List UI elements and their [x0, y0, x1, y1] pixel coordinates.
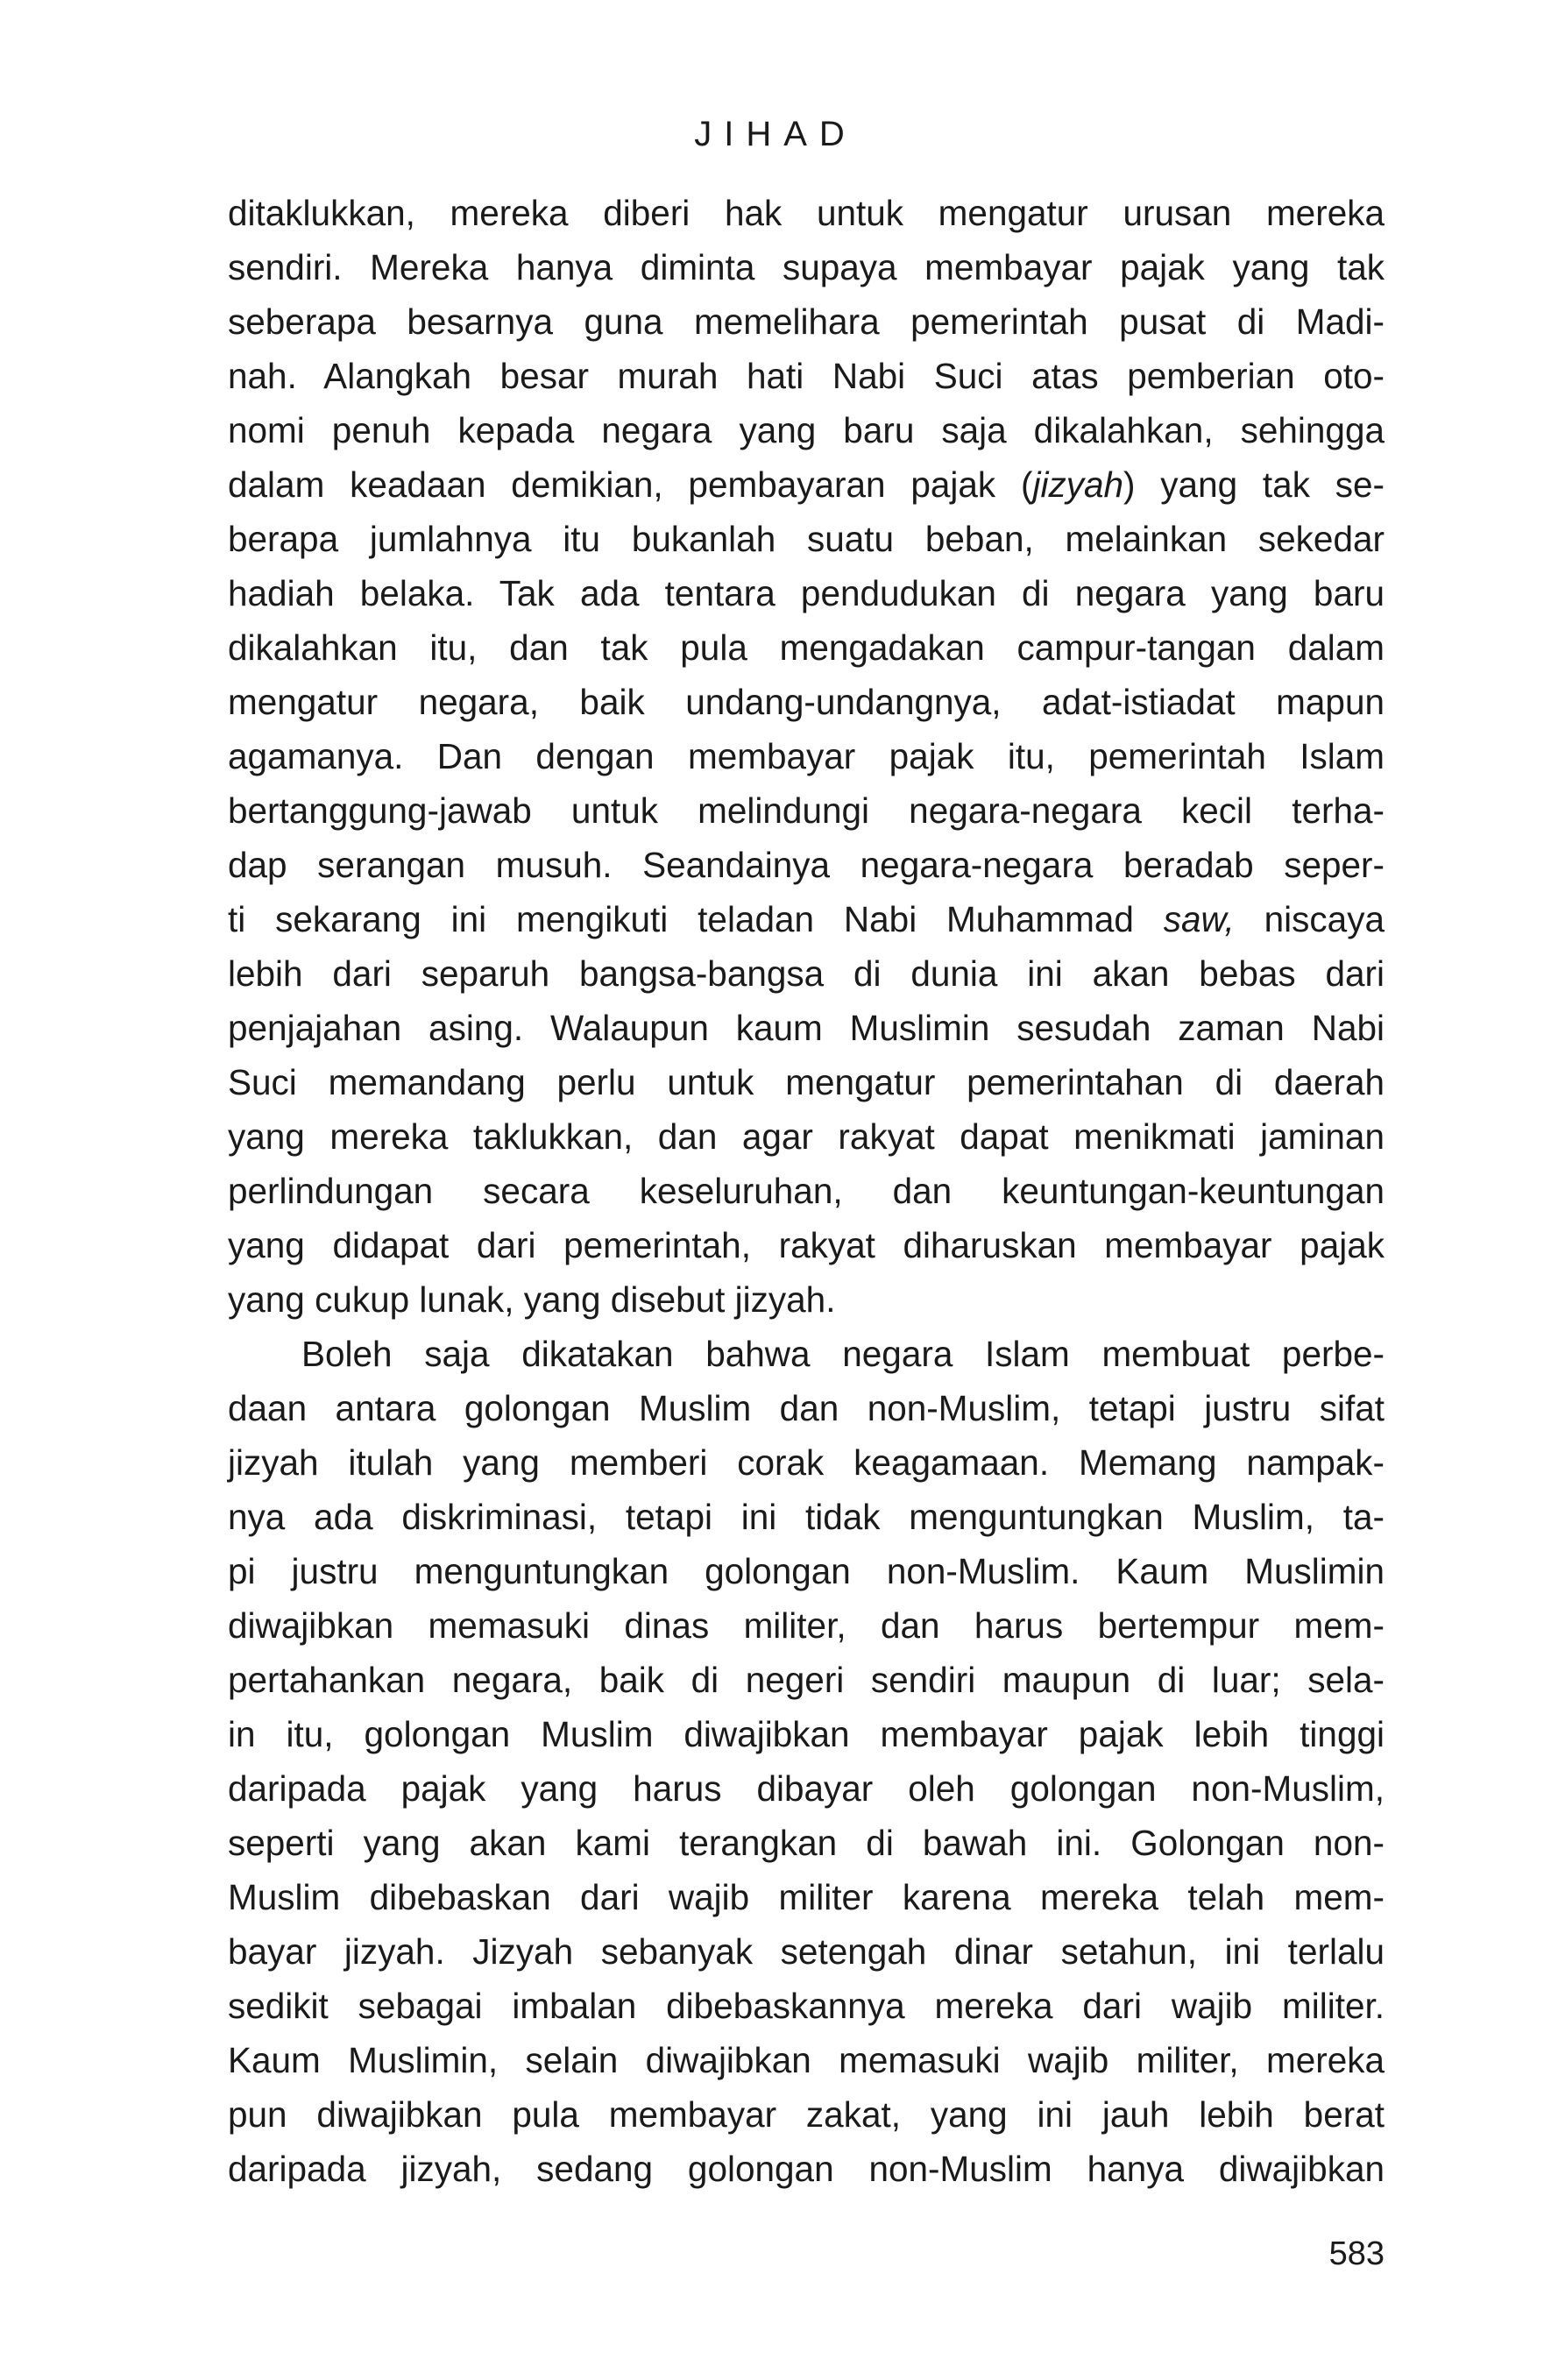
- text-segment: dalam keadaan demikian, pembayaran pajak (: [228, 464, 1033, 505]
- text-line: seberapa besarnya guna memelihara pemerintah pusat di Madi-: [228, 301, 1385, 342]
- text-line: bertanggung-jawab untuk melindungi negara-negara kecil terha-: [228, 790, 1385, 831]
- text-line: jizyah itulah yang memberi corak keagamaan. Memang nampak-: [228, 1442, 1385, 1483]
- text-line: yang cukup lunak, yang disebut jizyah.: [228, 1279, 836, 1320]
- text-line: Kaum Muslimin, selain diwajibkan memasuki wajib militer, mereka: [228, 2040, 1385, 2080]
- text-line: bayar jizyah. Jizyah sebanyak setengah dinar setahun, ini terlalu: [228, 1931, 1385, 1972]
- text-line: Muslim dibebaskan dari wajib militer karena mereka telah mem-: [228, 1877, 1385, 1917]
- text-line: dap serangan musuh. Seandainya negara-negara beradab seper-: [228, 845, 1385, 885]
- text-line: sendiri. Mereka hanya diminta supaya membayar pajak yang tak: [228, 247, 1385, 287]
- running-header: JIHAD: [694, 115, 857, 153]
- paragraph-2: [228, 1327, 1385, 2196]
- text-segment: ) yang tak se-: [1123, 464, 1385, 505]
- text-line: berapa jumlahnya itu bukanlah suatu beban, melainkan sekedar: [228, 519, 1385, 559]
- text-segment: niscaya: [1234, 899, 1385, 939]
- text-line: daan antara golongan Muslim dan non-Muslim, tetapi justru sifat: [228, 1388, 1385, 1428]
- text-line: in itu, golongan Muslim diwajibkan membayar pajak lebih tinggi: [228, 1714, 1385, 1754]
- text-line: ditaklukkan, mereka diberi hak untuk mengatur urusan mereka: [228, 193, 1385, 233]
- text-line: pi justru menguntungkan golongan non-Muslim. Kaum Muslimin: [228, 1551, 1385, 1591]
- text-segment: ti sekarang ini mengikuti teladan Nabi Muhammad: [228, 899, 1164, 939]
- text-line: perlindungan secara keseluruhan, dan keuntungan-keuntungan: [228, 1171, 1385, 1211]
- text-line: Boleh saja dikatakan bahwa negara Islam membuat perbe-: [301, 1334, 1385, 1374]
- text-line: daripada jizyah, sedang golongan non-Muslim hanya diwajibkan: [228, 2149, 1385, 2189]
- paragraph-1: [228, 186, 1385, 1327]
- text-line: Suci memandang perlu untuk mengatur pemerintahan di daerah: [228, 1062, 1385, 1102]
- text-line: agamanya. Dan dengan membayar pajak itu, pemerintah Islam: [228, 736, 1385, 776]
- text-line: nomi penuh kepada negara yang baru saja dikalahkan, sehingga: [228, 410, 1385, 450]
- text-line: diwajibkan memasuki dinas militer, dan harus bertempur mem-: [228, 1605, 1385, 1646]
- text-line: yang mereka taklukkan, dan agar rakyat dapat menikmati jaminan: [228, 1116, 1385, 1157]
- text-line: yang didapat dari pemerintah, rakyat diharuskan membayar pajak: [228, 1225, 1385, 1265]
- text-line: nya ada diskriminasi, tetapi ini tidak menguntungkan Muslim, ta-: [228, 1497, 1385, 1537]
- text-line: daripada pajak yang harus dibayar oleh golongan non-Muslim,: [228, 1768, 1385, 1809]
- page-number: 583: [1328, 2235, 1385, 2272]
- text-line-with-italic: [228, 457, 1385, 512]
- body-text: [228, 186, 1385, 2196]
- text-line-with-italic: [228, 892, 1385, 946]
- text-line: dikalahkan itu, dan tak pula mengadakan campur-tangan dalam: [228, 627, 1385, 668]
- text-line: hadiah belaka. Tak ada tentara pendudukan di negara yang baru: [228, 573, 1385, 613]
- text-line: nah. Alangkah besar murah hati Nabi Suci atas pemberian oto-: [228, 356, 1385, 396]
- italic-term: saw,: [1163, 899, 1235, 939]
- text-line: seperti yang akan kami terangkan di bawah ini. Golongan non-: [228, 1823, 1385, 1863]
- text-line: pun diwajibkan pula membayar zakat, yang ini jauh lebih berat: [228, 2094, 1385, 2135]
- text-line: lebih dari separuh bangsa-bangsa di dunia ini akan bebas dari: [228, 953, 1385, 994]
- text-line: sedikit sebagai imbalan dibebaskannya mereka dari wajib militer.: [228, 1986, 1385, 2026]
- text-line: mengatur negara, baik undang-undangnya, adat-istiadat mapun: [228, 682, 1385, 722]
- text-line: pertahankan negara, baik di negeri sendiri maupun di luar; sela-: [228, 1660, 1385, 1700]
- italic-term: jizyah: [1032, 464, 1124, 505]
- text-line: penjajahan asing. Walaupun kaum Muslimin sesudah zaman Nabi: [228, 1008, 1385, 1048]
